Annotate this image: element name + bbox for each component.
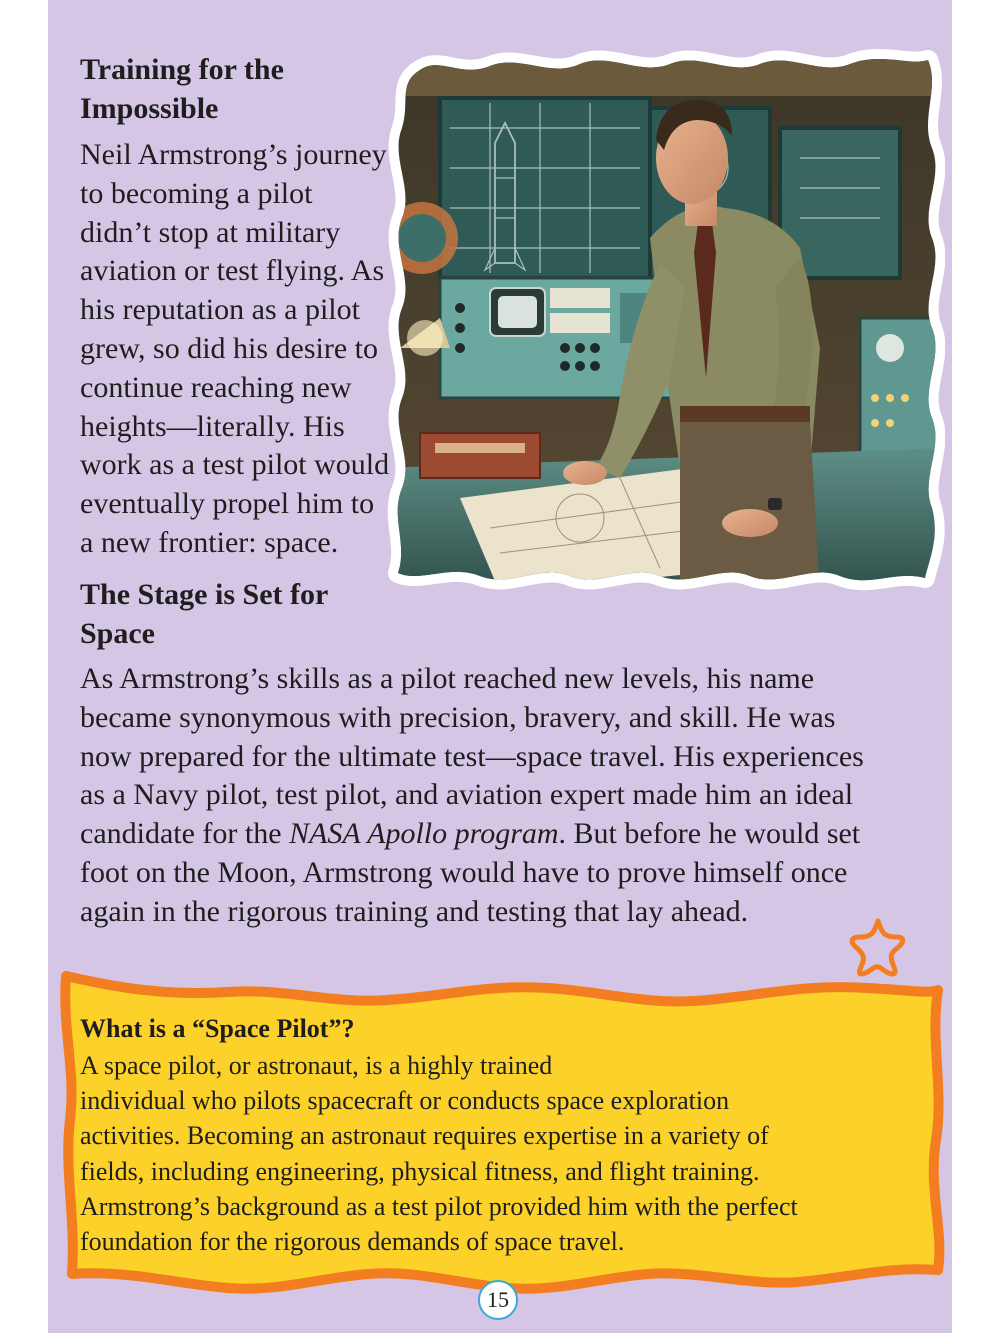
page-number: 15 [478,1280,518,1320]
space-pilot-callout [58,970,948,1295]
heading-line: Training for the [80,53,284,86]
body-fragment: candidate for the [80,817,290,851]
section-training-body [80,136,420,563]
pilot-illustration-icon [380,48,945,593]
heading-line: The Stage is Set for [80,578,329,611]
body-line: his reputation as a pilot [80,293,360,327]
callout-title: What is a “Space Pilot”? [80,1014,355,1043]
body-line: foot on the Moon, Armstrong would have to prove himself once [80,855,848,889]
callout-line: foundation for the rigorous demands of space travel. [80,1227,625,1257]
body-line: eventually propel him to [80,487,375,521]
section-stage-body [80,660,930,932]
body-line: to becoming a pilot [80,176,313,210]
body-line: as a Navy pilot, test pilot, and aviation expert made him an ideal [80,778,854,812]
body-line: aviation or test flying. As [80,254,385,288]
section-training-heading [80,50,420,128]
callout-line: A space pilot, or astronaut, is a highly trained [80,1051,553,1080]
body-line: As Armstrong’s skills as a pilot reached new levels, his name [80,662,815,695]
body-line [80,815,930,854]
body-line: grew, so did his desire to [80,331,379,365]
callout-line: fields, including engineering, physical fitness, and flight training. [80,1156,760,1186]
section-stage-heading [80,575,400,653]
heading-line: Impossible [80,92,219,125]
callout-line: individual who pilots spacecraft or conducts space exploration [80,1086,730,1116]
body-line: became synonymous with precision, bravery, and skill. He was [80,700,836,734]
nasa-apollo-program-text: NASA Apollo program [289,817,559,851]
body-line: continue reaching new [80,370,352,404]
body-line: again in the rigorous training and testing that lay ahead. [80,894,749,928]
callout-line: activities. Becoming an astronaut requires expertise in a variety of [80,1121,769,1151]
body-line: Neil Armstrong’s journey [80,138,387,171]
callout-line: Armstrong’s background as a test pilot provided him with the perfect [80,1191,798,1221]
body-line: heights—literally. His [80,409,345,443]
body-line: didn’t stop at military [80,215,341,249]
body-line: now prepared for the ultimate test—space travel. His experiences [80,739,864,773]
body-fragment: . But before he would set [558,817,861,851]
body-line: a new frontier: space. [80,525,339,559]
heading-line: Space [80,617,155,650]
section-training [80,50,420,563]
callout-body [80,1048,930,1259]
body-line: work as a test pilot would [80,448,390,482]
